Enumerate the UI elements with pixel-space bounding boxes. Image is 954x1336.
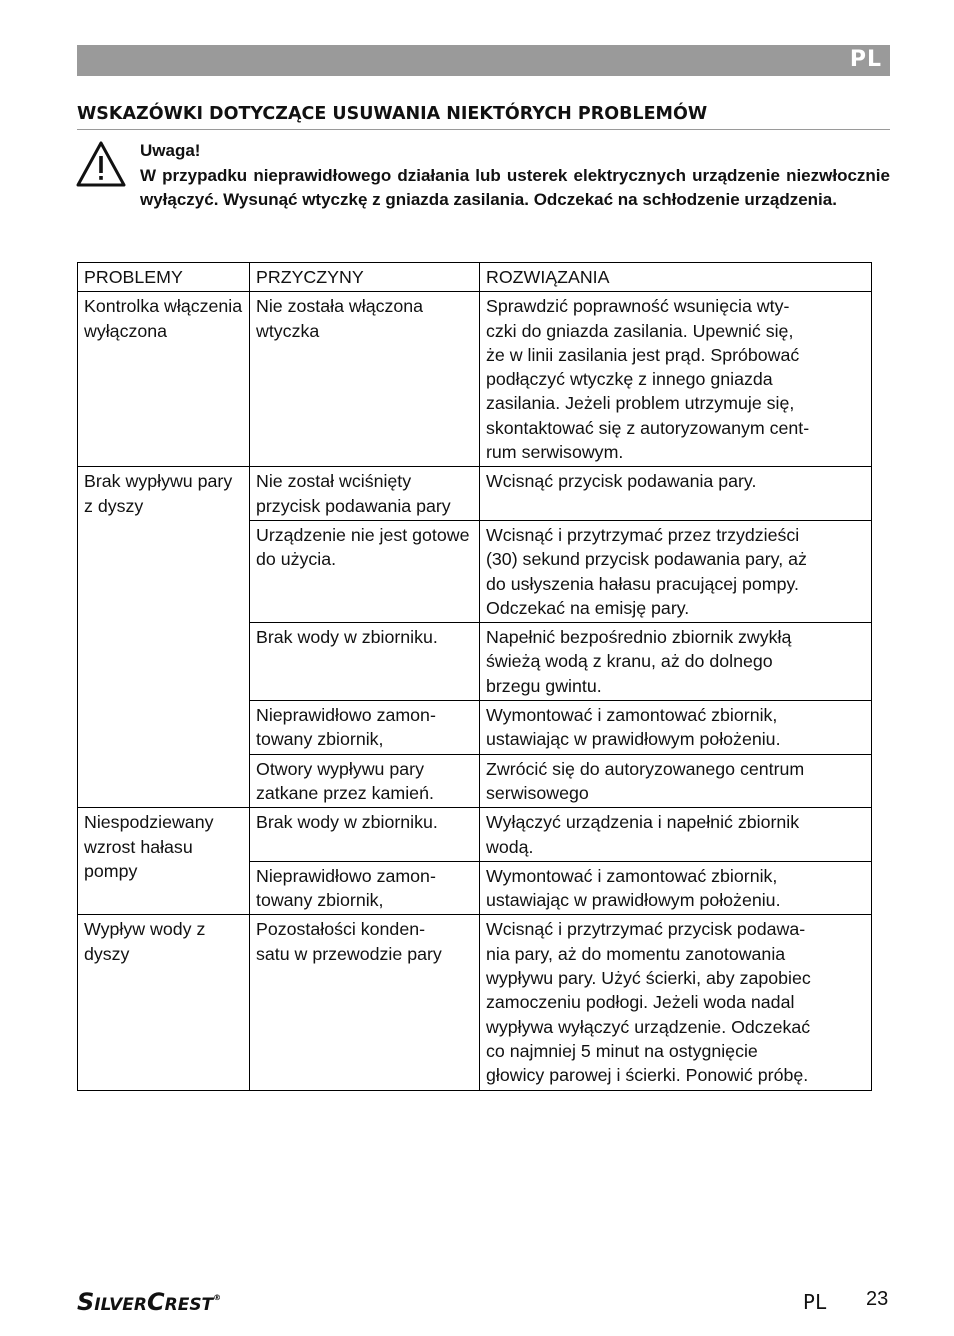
brand-ilver: ILVER [94,1295,147,1315]
troubleshooting-table [77,262,872,1091]
cause-cell: Nieprawidłowo zamon- towany zbiornik, [250,701,480,755]
brand-registered: ® [213,1293,222,1302]
table-row [78,915,872,1090]
problem-cell: Brak wypływu pary z dyszy [78,467,250,808]
solution-cell: Napełnić bezpośrednio zbiornik zwykłą świeżą wodą z kranu, aż do dolnego brzegu gwintu. [480,623,872,701]
solution-cell: Wcisnąć i przytrzymać przez trzydzieści (30) sekund przycisk podawania pary, aż do usłyszenia hałasu pracującej pompy. Odczekać na emisję pary. [480,520,872,622]
table-row [78,467,872,521]
solution-cell: Sprawdzić poprawność wsunięcia wty- czki do gniazda zasilania. Upewnić się, że w linii zasilania jest prąd. Spróbować podłączyć wtyczkę z innego gniazda zasilania. Jeżeli problem utrzymuje się, skontaktować się z autoryzowanym cent- rum serwisowym. [480,292,872,467]
cause-cell: Brak wody w zbiorniku. [250,623,480,701]
table-row [78,808,872,862]
header-bar [77,45,890,76]
table-header-cell: PROBLEMY [78,263,250,292]
warning-text: W przypadku nieprawidłowego działania lub usterek elektrycznych urządzenie niezwłocznie wyłączyć. Wysunąć wtyczkę z gniazda zasilania. Odczekać na schłodzenie urządzenia. [140,165,890,209]
brand-logo [77,1288,221,1316]
cause-cell: Nieprawidłowo zamon- towany zbiornik, [250,861,480,915]
header-language: PL [849,47,882,72]
table-header-cell: ROZWIĄZANIA [480,263,872,292]
page-number: 23 [866,1288,889,1310]
solution-cell: Wcisnąć i przytrzymać przycisk podawa- nia pary, aż do momentu zanotowania wypływu pary. Użyć ścierki, aby zapobiec zamoczeniu podłogi. Jeżeli woda nadal wypływa wyłączyć urządzenie. Odczekać co najmniej 5 minut na ostygnięcie głowicy parowej i ścierki. Ponowić próbę. [480,915,872,1090]
footer-language: PL [803,1290,828,1314]
problem-cell: Niespodziewany wzrost hałasu pompy [78,808,250,915]
table-header-cell: PRZYCZYNY [250,263,480,292]
cause-cell: Brak wody w zbiorniku. [250,808,480,862]
table-row [78,292,872,467]
brand-c: C [146,1288,165,1316]
solution-cell: Wcisnąć przycisk podawania pary. [480,467,872,521]
warning-heading: Uwaga! [140,141,201,160]
cause-cell: Nie została włączona wtyczka [250,292,480,467]
brand-s: S [77,1288,95,1316]
warning-block [140,139,890,213]
solution-cell: Wymontować i zamontować zbiornik, ustawiając w prawidłowym położeniu. [480,861,872,915]
cause-cell: Urządzenie nie jest gotowe do użycia. [250,520,480,622]
solution-cell: Zwrócić się do autoryzowanego centrum serwisowego [480,754,872,808]
brand-rest: REST [164,1295,214,1315]
solution-cell: Wyłączyć urządzenia i napełnić zbiornik wodą. [480,808,872,862]
solution-cell: Wymontować i zamontować zbiornik, ustawiając w prawidłowym położeniu. [480,701,872,755]
cause-cell: Otwory wypływu pary zatkane przez kamień. [250,754,480,808]
section-title: WSKAZÓWKI DOTYCZĄCE USUWANIA NIEKTÓRYCH PROBLEMÓW [77,104,890,130]
problem-cell: Wypływ wody z dyszy [78,915,250,1090]
warning-triangle-icon [75,140,127,188]
problem-cell: Kontrolka włączenia wyłączona [78,292,250,467]
table-header-row [78,263,872,292]
cause-cell: Nie został wciśnięty przycisk podawania pary [250,467,480,521]
cause-cell: Pozostałości konden- satu w przewodzie pary [250,915,480,1090]
